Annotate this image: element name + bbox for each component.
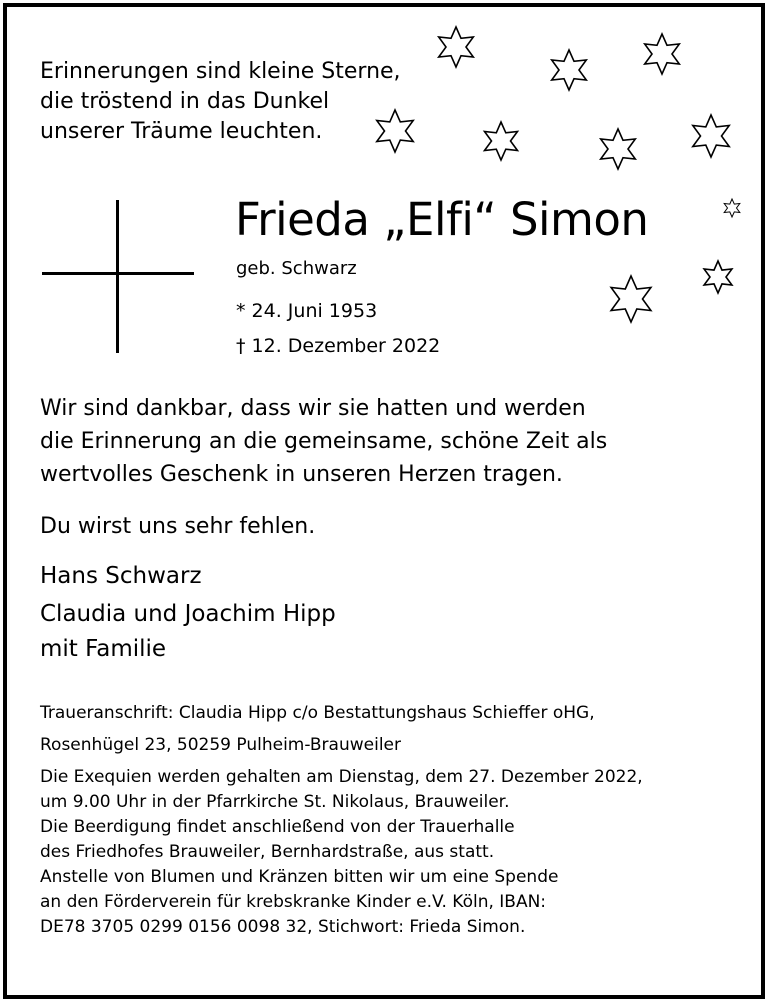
farewell-text: Du wirst uns sehr fehlen. (40, 514, 316, 539)
info-line: DE78 3705 0299 0156 0098 32, Stichwort: Frieda Simon. (40, 917, 526, 937)
star-icon (601, 129, 636, 169)
star-icon (704, 261, 732, 293)
thanks-line: wertvolles Geschenk in unseren Herzen tragen. (40, 462, 563, 487)
star-icon (693, 115, 729, 157)
info-line: an den Förderverein für krebskranke Kinder e.V. Köln, IBAN: (40, 892, 547, 912)
info-line: Anstelle von Blumen und Kränzen bitten wir um eine Spende (40, 867, 559, 887)
address-line: Rosenhügel 23, 50259 Pulheim-Brauweiler (40, 735, 401, 755)
star-icon (485, 122, 518, 160)
mourner-name: mit Familie (40, 636, 167, 662)
death-date: † 12. Dezember 2022 (236, 335, 441, 357)
deceased-name: Frieda „Elfi“ Simon (235, 193, 649, 246)
star-icon (724, 199, 740, 217)
star-icon (611, 276, 651, 322)
address-line: Traueranschrift: Claudia Hipp c/o Bestattungshaus Schieffer oHG, (40, 703, 595, 723)
poem-line: unserer Träume leuchten. (40, 119, 323, 144)
thanks-line: die Erinnerung an die gemeinsame, schöne Zeit als (40, 429, 608, 454)
star-icon (552, 50, 587, 90)
poem-line: die tröstend in das Dunkel (40, 89, 330, 114)
mourner-name: Hans Schwarz (40, 563, 202, 589)
poem-line: Erinnerungen sind kleine Sterne, (40, 59, 401, 84)
mourner-name: Claudia und Joachim Hipp (40, 601, 336, 627)
info-line: des Friedhofes Brauweiler, Bernhardstraße, aus statt. (40, 842, 495, 862)
star-icon (439, 27, 474, 67)
thanks-line: Wir sind dankbar, dass wir sie hatten und werden (40, 396, 586, 421)
info-line: Die Beerdigung findet anschließend von der Trauerhalle (40, 817, 515, 837)
star-icon (645, 34, 680, 74)
birth-date: * 24. Juni 1953 (236, 300, 378, 322)
info-line: um 9.00 Uhr in der Pfarrkirche St. Nikolaus, Brauweiler. (40, 792, 510, 812)
birth-name: geb. Schwarz (236, 258, 357, 279)
info-line: Die Exequien werden gehalten am Dienstag, dem 27. Dezember 2022, (40, 767, 643, 787)
star-icon (377, 110, 413, 152)
